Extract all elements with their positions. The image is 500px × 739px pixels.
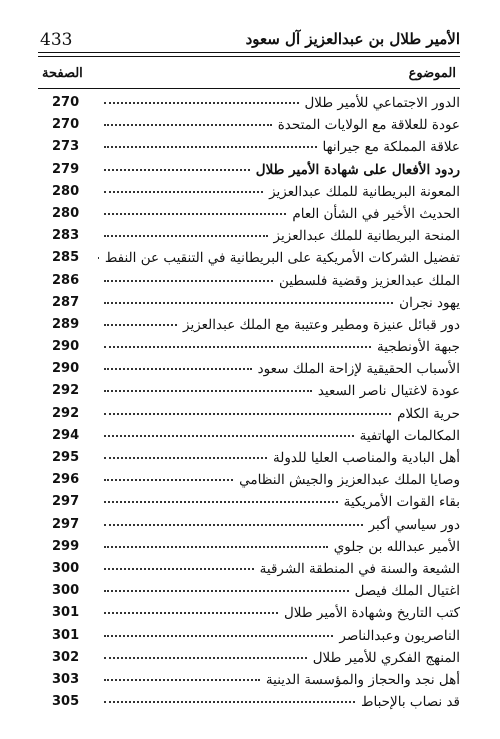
toc-entry bbox=[98, 248, 460, 266]
dot-leader bbox=[104, 692, 355, 703]
toc-entry bbox=[98, 137, 460, 155]
toc-row bbox=[38, 647, 460, 669]
toc-entry-title: تفضيل الشركات الأمريكية على البريطانية في التنقيب عن النفط bbox=[104, 250, 460, 267]
toc-entry-title: حرية الكلام bbox=[397, 405, 460, 422]
toc-entry-title: المعونة البريطانية للملك عبدالعزيز bbox=[269, 183, 460, 200]
toc-entry bbox=[98, 359, 460, 377]
toc-entry-title: ردود الأفعال على شهادة الأمير طلال bbox=[255, 161, 460, 178]
toc-row bbox=[38, 336, 460, 358]
toc-entry bbox=[98, 226, 460, 244]
toc-row bbox=[38, 314, 460, 336]
toc-entry bbox=[98, 204, 460, 222]
toc-entry bbox=[98, 603, 460, 621]
toc-page-number: 301 bbox=[52, 627, 80, 643]
toc-entry bbox=[98, 581, 460, 599]
toc-row bbox=[38, 447, 460, 469]
toc-entry bbox=[98, 404, 460, 422]
toc-entry-title: أهل نجد والحجاز والمؤسسة الدينية bbox=[265, 671, 460, 688]
dot-leader bbox=[104, 315, 177, 326]
toc-entry bbox=[98, 426, 460, 444]
toc-page-number: 301 bbox=[52, 605, 80, 621]
toc-entry-title: قد نصاب بالإحباط bbox=[361, 694, 460, 711]
toc-entry-title: اغتيال الملك فيصل bbox=[354, 583, 460, 600]
toc-row bbox=[38, 203, 460, 225]
toc-row bbox=[38, 536, 460, 558]
toc-page-number: 290 bbox=[52, 339, 80, 355]
toc-row bbox=[38, 625, 460, 647]
toc-entry bbox=[98, 470, 460, 488]
toc-entry-title: عودة للعلاقة مع الولايات المتحدة bbox=[277, 117, 460, 134]
toc-entry-title: الشيعة والسنة في المنطقة الشرقية bbox=[259, 560, 460, 577]
dot-leader bbox=[104, 626, 333, 637]
dot-leader bbox=[104, 537, 328, 548]
toc-row bbox=[38, 225, 460, 247]
toc-page-number: 285 bbox=[52, 250, 80, 266]
toc-entry bbox=[98, 626, 460, 644]
topic-column-header: الموضوع bbox=[408, 66, 456, 81]
toc-row bbox=[38, 514, 460, 536]
toc-page-number: 297 bbox=[52, 516, 80, 532]
toc-entry-title: أهل البادية والمناصب العليا للدولة bbox=[273, 450, 460, 466]
toc-row bbox=[38, 181, 460, 203]
dot-leader bbox=[104, 404, 391, 415]
toc-entry-title: الناصريون وعبدالناصر bbox=[339, 627, 460, 644]
dot-leader bbox=[104, 204, 286, 215]
toc-entry-title: الملك عبدالعزيز وقضية فلسطين bbox=[278, 272, 460, 289]
toc-row bbox=[38, 691, 460, 713]
toc-entry bbox=[98, 692, 460, 710]
dot-leader bbox=[104, 137, 317, 148]
dot-leader bbox=[104, 359, 252, 370]
toc-entry bbox=[98, 315, 460, 333]
toc-entry-title: الأمير عبدالله بن جلوي bbox=[333, 538, 460, 555]
toc-entry-title: المنهج الفكري للأمير طلال bbox=[312, 649, 460, 666]
toc-page-number: 295 bbox=[52, 450, 80, 465]
dot-leader bbox=[104, 293, 393, 304]
toc-page-number: 283 bbox=[52, 228, 80, 244]
toc-page-number: 290 bbox=[52, 361, 80, 377]
dot-leader bbox=[104, 115, 272, 126]
toc-page-number: 286 bbox=[52, 272, 80, 288]
dot-leader bbox=[104, 381, 312, 392]
toc-page-number: 305 bbox=[52, 694, 80, 710]
toc-entry-title: المنحة البريطانية للملك عبدالعزيز bbox=[273, 228, 460, 245]
dot-leader bbox=[104, 470, 233, 481]
toc-row bbox=[38, 380, 460, 402]
dot-leader bbox=[104, 160, 250, 171]
toc-entry bbox=[98, 337, 460, 355]
toc-page-number: 289 bbox=[52, 316, 80, 332]
dot-leader bbox=[104, 448, 267, 459]
toc-entry-title: يهود نجران bbox=[399, 294, 460, 311]
toc-row bbox=[38, 270, 460, 292]
toc-entry bbox=[98, 271, 460, 289]
toc-entry-title: المكالمات الهاتفية bbox=[359, 427, 460, 444]
toc-row bbox=[38, 425, 460, 447]
toc-entry-title: الدور الاجتماعي للأمير طلال bbox=[304, 95, 460, 111]
toc-row bbox=[38, 92, 460, 114]
dot-leader bbox=[104, 603, 278, 614]
table-of-contents bbox=[38, 92, 460, 713]
toc-row bbox=[38, 292, 460, 314]
toc-page-number: 292 bbox=[52, 383, 80, 399]
toc-page-number: 287 bbox=[52, 294, 80, 310]
toc-page-number: 294 bbox=[52, 427, 80, 443]
dot-leader bbox=[104, 337, 371, 348]
toc-page-number: 292 bbox=[52, 405, 80, 421]
toc-entry bbox=[98, 182, 460, 200]
toc-row bbox=[38, 358, 460, 380]
dot-leader bbox=[104, 581, 349, 592]
dot-leader bbox=[104, 492, 338, 503]
toc-page-number: 300 bbox=[52, 583, 80, 599]
toc-row bbox=[38, 558, 460, 580]
toc-row bbox=[38, 602, 460, 624]
toc-row bbox=[38, 580, 460, 602]
toc-row bbox=[38, 491, 460, 513]
toc-entry-title: عودة لاغتيال ناصر السعيد bbox=[317, 383, 460, 400]
dot-leader bbox=[104, 559, 254, 570]
page-column-header: الصفحة bbox=[42, 66, 83, 81]
toc-row bbox=[38, 114, 460, 136]
dot-leader bbox=[98, 248, 99, 259]
toc-entry-title: دور قبائل عنيزة ومطير وعتيبة مع الملك عبدالعزيز bbox=[183, 316, 460, 333]
toc-row bbox=[38, 403, 460, 425]
toc-page-number: 280 bbox=[52, 183, 80, 199]
toc-entry-title: جبهة الأونطجية bbox=[377, 339, 460, 356]
dot-leader bbox=[104, 226, 268, 237]
toc-row bbox=[38, 669, 460, 691]
toc-page-number: 300 bbox=[52, 560, 80, 576]
dot-leader bbox=[104, 93, 299, 104]
toc-entry bbox=[98, 93, 460, 111]
dot-leader bbox=[104, 426, 354, 437]
toc-entry bbox=[98, 115, 460, 133]
dot-leader bbox=[104, 271, 273, 282]
toc-row bbox=[38, 136, 460, 158]
toc-entry-title: الأسباب الحقيقية لإزاحة الملك سعود bbox=[257, 361, 460, 378]
dot-leader bbox=[104, 515, 363, 526]
toc-entry bbox=[98, 515, 460, 533]
toc-page-number: 302 bbox=[52, 649, 80, 665]
toc-page-number: 279 bbox=[52, 161, 80, 177]
toc-entry-title: علاقة المملكة مع جيرانها bbox=[322, 139, 460, 156]
toc-entry bbox=[98, 448, 460, 466]
page-number: 433 bbox=[40, 30, 73, 50]
toc-entry-title: وصايا الملك عبدالعزيز والجيش النظامي bbox=[239, 472, 460, 489]
toc-page-number: 299 bbox=[52, 538, 80, 554]
toc-row bbox=[38, 159, 460, 181]
column-headers bbox=[38, 66, 460, 89]
dot-leader bbox=[104, 648, 307, 659]
toc-entry bbox=[98, 648, 460, 666]
toc-page-number: 270 bbox=[52, 95, 80, 110]
toc-row bbox=[38, 247, 460, 269]
toc-entry bbox=[98, 160, 460, 178]
toc-entry bbox=[98, 293, 460, 311]
toc-entry-title: الحديث الأخير في الشأن العام bbox=[292, 205, 460, 222]
toc-page-number: 270 bbox=[52, 117, 80, 133]
toc-entry-title: بقاء القوات الأمريكية bbox=[343, 494, 460, 511]
toc-entry bbox=[98, 537, 460, 555]
toc-entry-title: كتب التاريخ وشهادة الأمير طلال bbox=[283, 605, 460, 622]
page-header bbox=[38, 18, 460, 53]
toc-entry bbox=[98, 559, 460, 577]
toc-page-number: 303 bbox=[52, 671, 80, 687]
toc-page-number: 273 bbox=[52, 139, 80, 155]
running-title: الأمير طلال بن عبدالعزيز آل سعود bbox=[245, 30, 460, 48]
toc-row bbox=[38, 469, 460, 491]
toc-page-number: 297 bbox=[52, 494, 80, 510]
toc-entry-title: دور سياسي أكبر bbox=[368, 516, 460, 533]
toc-page-number: 280 bbox=[52, 205, 80, 221]
toc-page-number: 296 bbox=[52, 472, 80, 488]
dot-leader bbox=[104, 182, 263, 193]
toc-entry bbox=[98, 492, 460, 510]
toc-entry bbox=[98, 670, 460, 688]
dot-leader bbox=[104, 670, 260, 681]
toc-entry bbox=[98, 381, 460, 399]
